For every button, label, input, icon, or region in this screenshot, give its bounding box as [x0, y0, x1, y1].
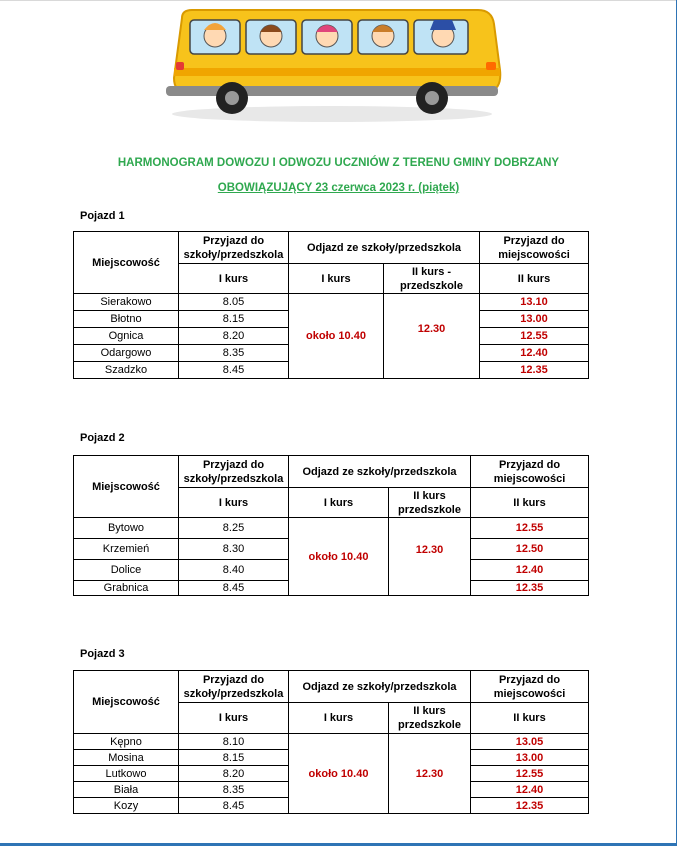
vehicle-1-table — [73, 231, 589, 379]
town-cell: Mosina — [74, 750, 179, 766]
document-subtitle: OBOWIĄZUJĄCY 23 czerwca 2023 r. (piątek) — [217, 182, 460, 194]
return-cell: 12.40 — [471, 560, 589, 581]
header-dep-course2: II kurs - przedszkole — [384, 264, 480, 294]
arrive-cell: 8.15 — [179, 750, 289, 766]
town-cell: Szadzko — [74, 362, 179, 379]
return-cell: 13.00 — [471, 750, 589, 766]
depart-course1-cell: około 10.40 — [289, 518, 389, 596]
town-cell: Sierakowo — [74, 294, 179, 311]
arrive-cell: 8.30 — [179, 539, 289, 560]
header-course1: I kurs — [179, 488, 289, 518]
arrive-cell: 8.25 — [179, 518, 289, 539]
vehicle-1-label: Pojazd 1 — [80, 210, 125, 222]
return-cell: 12.50 — [471, 539, 589, 560]
arrive-cell: 8.20 — [179, 766, 289, 782]
vehicle-3-label: Pojazd 3 — [80, 648, 125, 660]
town-cell: Odargowo — [74, 345, 179, 362]
arrive-cell: 8.40 — [179, 560, 289, 581]
header-dep-course1: I kurs — [289, 488, 389, 518]
header-return-course2: II kurs — [471, 488, 589, 518]
vehicle-2-table — [73, 455, 589, 596]
return-cell: 12.55 — [480, 328, 589, 345]
return-cell: 12.35 — [471, 581, 589, 596]
header-course1: I kurs — [179, 703, 289, 734]
arrive-cell: 8.20 — [179, 328, 289, 345]
depart-course2-cell: 12.30 — [384, 294, 480, 379]
town-cell: Dolice — [74, 560, 179, 581]
arrive-cell: 8.15 — [179, 311, 289, 328]
header-town: Miejscowość — [74, 671, 179, 734]
header-town: Miejscowość — [74, 232, 179, 294]
header-return-course2: II kurs — [471, 703, 589, 734]
return-cell: 12.55 — [471, 766, 589, 782]
vehicle-2-label: Pojazd 2 — [80, 432, 125, 444]
depart-course1-cell: około 10.40 — [289, 294, 384, 379]
arrive-cell: 8.45 — [179, 581, 289, 596]
header-arrival-town: Przyjazd do miejscowości — [471, 671, 589, 703]
header-course1: I kurs — [179, 264, 289, 294]
arrive-cell: 8.05 — [179, 294, 289, 311]
return-cell: 12.40 — [480, 345, 589, 362]
return-cell: 12.35 — [471, 798, 589, 814]
town-cell: Błotno — [74, 311, 179, 328]
header-dep-course2: II kurs przedszkole — [389, 488, 471, 518]
header-town: Miejscowość — [74, 456, 179, 518]
document-title: HARMONOGRAM DOWOZU I ODWOZU UCZNIÓW Z TERENU GMINY DOBRZANY — [117, 157, 560, 169]
town-cell: Kępno — [74, 734, 179, 750]
header-arrival-school: Przyjazd do szkoły/przedszkola — [179, 671, 289, 703]
header-arrival-town: Przyjazd do miejscowości — [480, 232, 589, 264]
header-departure-school: Odjazd ze szkoły/przedszkola — [289, 671, 471, 703]
town-cell: Grabnica — [74, 581, 179, 596]
header-dep-course2: II kurs przedszkole — [389, 703, 471, 734]
town-cell: Bytowo — [74, 518, 179, 539]
header-dep-course1: I kurs — [289, 264, 384, 294]
return-cell: 12.35 — [480, 362, 589, 379]
header-departure-school: Odjazd ze szkoły/przedszkola — [289, 232, 480, 264]
header-arrival-school: Przyjazd do szkoły/przedszkola — [179, 456, 289, 488]
header-return-course2: II kurs — [480, 264, 589, 294]
town-cell: Kozy — [74, 798, 179, 814]
arrive-cell: 8.45 — [179, 798, 289, 814]
depart-course2-cell: 12.30 — [389, 734, 471, 814]
header-dep-course1: I kurs — [289, 703, 389, 734]
header-departure-school: Odjazd ze szkoły/przedszkola — [289, 456, 471, 488]
top-rule — [0, 0, 677, 1]
arrive-cell: 8.10 — [179, 734, 289, 750]
return-cell: 12.55 — [471, 518, 589, 539]
town-cell: Biała — [74, 782, 179, 798]
school-bus-illustration — [160, 6, 505, 124]
arrive-cell: 8.35 — [179, 782, 289, 798]
header-arrival-town: Przyjazd do miejscowości — [471, 456, 589, 488]
return-cell: 13.10 — [480, 294, 589, 311]
return-cell: 13.00 — [480, 311, 589, 328]
town-cell: Krzemień — [74, 539, 179, 560]
arrive-cell: 8.45 — [179, 362, 289, 379]
header-arrival-school: Przyjazd do szkoły/przedszkola — [179, 232, 289, 264]
town-cell: Lutkowo — [74, 766, 179, 782]
return-cell: 12.40 — [471, 782, 589, 798]
vehicle-3-table — [73, 670, 589, 814]
depart-course1-cell: około 10.40 — [289, 734, 389, 814]
return-cell: 13.05 — [471, 734, 589, 750]
arrive-cell: 8.35 — [179, 345, 289, 362]
depart-course2-cell: 12.30 — [389, 518, 471, 596]
town-cell: Ognica — [74, 328, 179, 345]
